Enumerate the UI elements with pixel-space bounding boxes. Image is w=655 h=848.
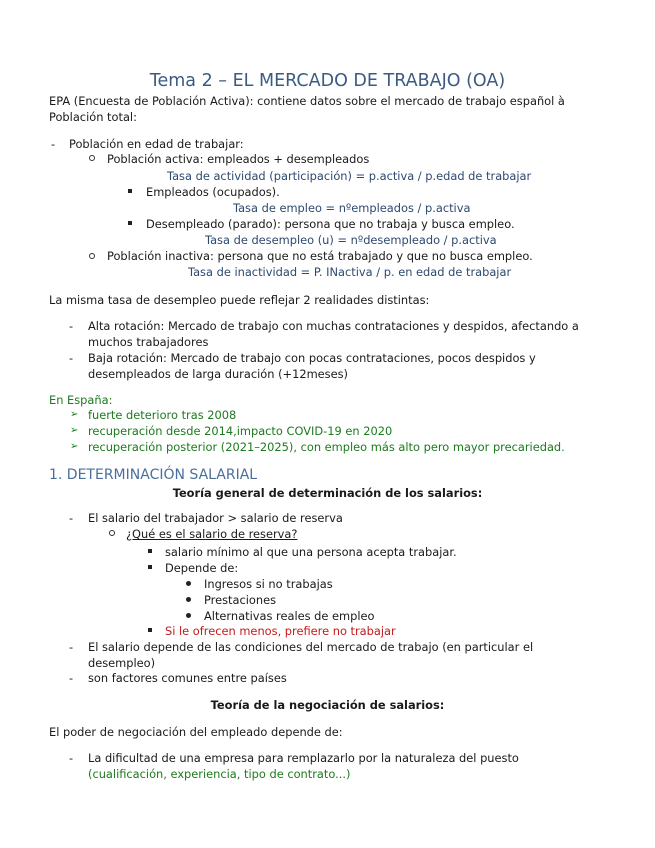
depende-de: Depende de: <box>165 561 239 575</box>
tasa-inactividad: Tasa de inactividad = P. INactiva / p. en edad de trabajar <box>188 265 512 279</box>
alta-rotacion-2: muchos trabajadores <box>88 335 209 349</box>
poblacion-activa: Población activa: empleados + desempleados <box>107 152 370 166</box>
depende-item: Prestaciones <box>204 593 277 607</box>
dot-bullet-icon <box>186 581 191 586</box>
salario-reserva: El salario del trabajador > salario de reserva <box>88 511 343 525</box>
dash-bullet-icon: - <box>69 351 74 365</box>
dash-bullet-icon: - <box>69 319 74 333</box>
baja-rotacion-2: desempleados de larga duración (+12meses) <box>88 367 348 381</box>
arrow-bullet-icon: ➢ <box>70 441 79 452</box>
poblacion-edad: Población en edad de trabajar: <box>69 137 244 151</box>
desempleado: Desempleado (parado): persona que no trabaja y busca empleo. <box>146 217 515 231</box>
dot-bullet-icon <box>186 597 191 602</box>
dash-bullet-icon: - <box>69 751 74 765</box>
section-heading: 1. DETERMINACIÓN SALARIAL <box>49 467 258 483</box>
intro-line-1: EPA (Encuesta de Población Activa): contiene datos sobre el mercado de trabajo español à <box>49 94 565 108</box>
tasa-desempleo: Tasa de desempleo (u) = nºdesempleado / p.activa <box>205 233 497 247</box>
espana-item: recuperación desde 2014,impacto COVID-19 en 2020 <box>88 424 393 438</box>
salario-minimo: salario mínimo al que una persona acepta trabajar. <box>165 545 457 559</box>
dash-bullet-icon: - <box>69 671 74 685</box>
que-es-salario-reserva: ¿Qué es el salario de reserva? <box>126 527 298 541</box>
tasa-actividad: Tasa de actividad (participación) = p.activa / p.edad de trabajar <box>167 169 532 183</box>
dot-bullet-icon <box>186 613 191 618</box>
subheading-teoria-general: Teoría general de determinación de los salarios: <box>172 486 483 500</box>
dash-bullet-icon: - <box>69 511 74 525</box>
arrow-bullet-icon: ➢ <box>70 409 79 420</box>
misma-tasa: La misma tasa de desempleo puede reflejar 2 realidades distintas: <box>49 293 430 307</box>
dificultad-nota: (cualificación, experiencia, tipo de contrato...) <box>88 767 351 781</box>
salario-depende-2: desempleo) <box>88 656 156 670</box>
poblacion-inactiva: Población inactiva: persona que no está trabajado y que no busca empleo. <box>107 249 533 263</box>
depende-item: Ingresos si no trabajas <box>204 577 333 591</box>
alta-rotacion-1: Alta rotación: Mercado de trabajo con muchas contrataciones y despidos, afectando a <box>88 319 579 333</box>
square-bullet-icon <box>148 565 152 569</box>
en-espana: En España: <box>49 393 113 407</box>
salario-depende-1: El salario depende de las condiciones del mercado de trabajo (en particular el <box>88 640 534 654</box>
dash-bullet-icon: - <box>51 137 56 151</box>
circle-bullet-icon <box>89 253 95 259</box>
dificultad-empresa: La dificultad de una empresa para remplazarlo por la naturaleza del puesto <box>88 751 519 765</box>
si-ofrecen-menos: Si le ofrecen menos, prefiere no trabajar <box>165 624 396 638</box>
circle-bullet-icon <box>89 155 95 161</box>
square-bullet-icon <box>128 189 132 193</box>
baja-rotacion-1: Baja rotación: Mercado de trabajo con pocas contrataciones, pocos despidos y <box>88 351 536 365</box>
square-bullet-icon <box>148 549 152 553</box>
dash-bullet-icon: - <box>69 640 74 654</box>
espana-item: recuperación posterior (2021–2025), con empleo más alto pero mayor precariedad. <box>88 440 565 454</box>
square-bullet-icon <box>148 628 152 632</box>
arrow-bullet-icon: ➢ <box>70 425 79 436</box>
depende-item: Alternativas reales de empleo <box>204 609 375 623</box>
square-bullet-icon <box>128 221 132 225</box>
intro-line-2: Población total: <box>49 110 137 124</box>
circle-bullet-icon <box>109 530 115 536</box>
factores-comunes: son factores comunes entre países <box>88 671 287 685</box>
empleados: Empleados (ocupados). <box>146 185 280 199</box>
doc-title: Tema 2 – EL MERCADO DE TRABAJO (OA) <box>149 71 506 91</box>
espana-item: fuerte deterioro tras 2008 <box>88 408 237 422</box>
subheading-teoria-negociacion: Teoría de la negociación de salarios: <box>210 698 445 712</box>
poder-negociacion: El poder de negociación del empleado depende de: <box>49 725 343 739</box>
tasa-empleo: Tasa de empleo = nºempleados / p.activa <box>233 201 471 215</box>
